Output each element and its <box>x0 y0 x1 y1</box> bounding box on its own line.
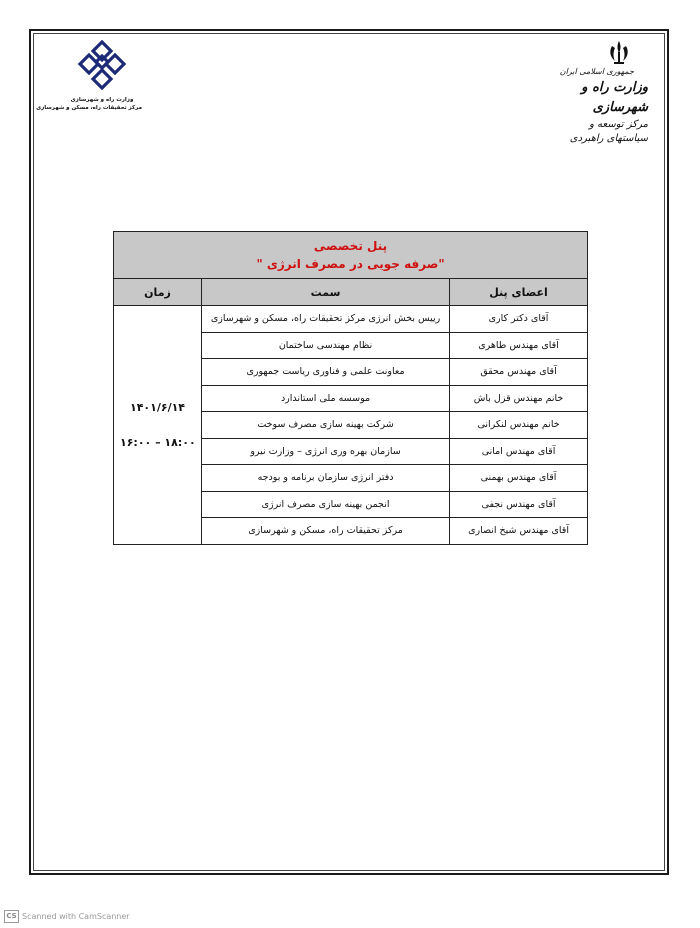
member-name: آقای مهندس محقق <box>450 359 588 386</box>
bhrc-caption-2: مرکز تحقیقات راه، مسکن و شهرسازی <box>36 105 142 111</box>
member-name: خانم مهندس لنکرانی <box>450 412 588 439</box>
bhrc-emblem-icon <box>77 40 127 92</box>
member-position: انجمن بهینه سازی مصرف انرژی <box>202 491 450 518</box>
member-position: نظام مهندسی ساختمان <box>202 332 450 359</box>
table-row <box>114 306 588 333</box>
ministry-logo <box>548 40 648 146</box>
member-name: آقای مهندس طاهری <box>450 332 588 359</box>
member-name: خانم مهندس قزل باش <box>450 385 588 412</box>
member-position: موسسه ملی استاندارد <box>202 385 450 412</box>
table-header-row <box>114 279 588 306</box>
bhrc-logo <box>36 40 142 112</box>
panel-table <box>113 231 588 545</box>
panel-time-range: ۱۶:۰۰ – ۱۸:۰۰ <box>120 435 196 449</box>
member-name: آقای مهندس نجفی <box>450 491 588 518</box>
scanner-watermark <box>4 910 130 923</box>
ministry-line-2: وزارت راه و شهرسازی <box>581 80 648 115</box>
member-name: آقای مهندس شیخ انصاری <box>450 518 588 545</box>
scanner-watermark-text: Scanned with CamScanner <box>22 912 130 921</box>
ministry-line-3: مرکز توسعه و سیاستهای راهبردی <box>569 119 648 144</box>
panel-title-cell <box>114 232 588 279</box>
column-header-members: اعضای پنل <box>450 279 588 306</box>
panel-title: پنل تخصصی <box>313 239 388 253</box>
panel-subtitle: "صرفه جویی در مصرف انرژی " <box>256 257 445 271</box>
bhrc-caption-1: وزارت راه و شهرسازی <box>70 97 134 103</box>
time-cell <box>114 306 202 545</box>
member-name: آقای مهندس امانی <box>450 438 588 465</box>
ministry-line-1: جمهوری اسلامی ایران <box>559 67 634 76</box>
panel-date: ۱۴۰۱/۶/۱۴ <box>129 400 186 414</box>
member-position: رییس بخش انرژی مرکز تحقیقات راه، مسکن و شهرسازی <box>202 306 450 333</box>
camscanner-icon: CS <box>4 910 19 923</box>
member-position: سازمان بهره وری انرژی – وزارت نیرو <box>202 438 450 465</box>
member-position: مرکز تحقیقات راه، مسکن و شهرسازی <box>202 518 450 545</box>
member-position: معاونت علمی و فناوری ریاست جمهوری <box>202 359 450 386</box>
panel-title-row <box>114 232 588 279</box>
member-name: آقای دکتر کاری <box>450 306 588 333</box>
member-position: شرکت بهینه سازی مصرف سوخت <box>202 412 450 439</box>
iran-emblem-icon <box>608 40 630 66</box>
member-name: آقای مهندس بهمنی <box>450 465 588 492</box>
column-header-position: سمت <box>202 279 450 306</box>
column-header-time: زمان <box>114 279 202 306</box>
member-position: دفتر انرژی سازمان برنامه و بودجه <box>202 465 450 492</box>
